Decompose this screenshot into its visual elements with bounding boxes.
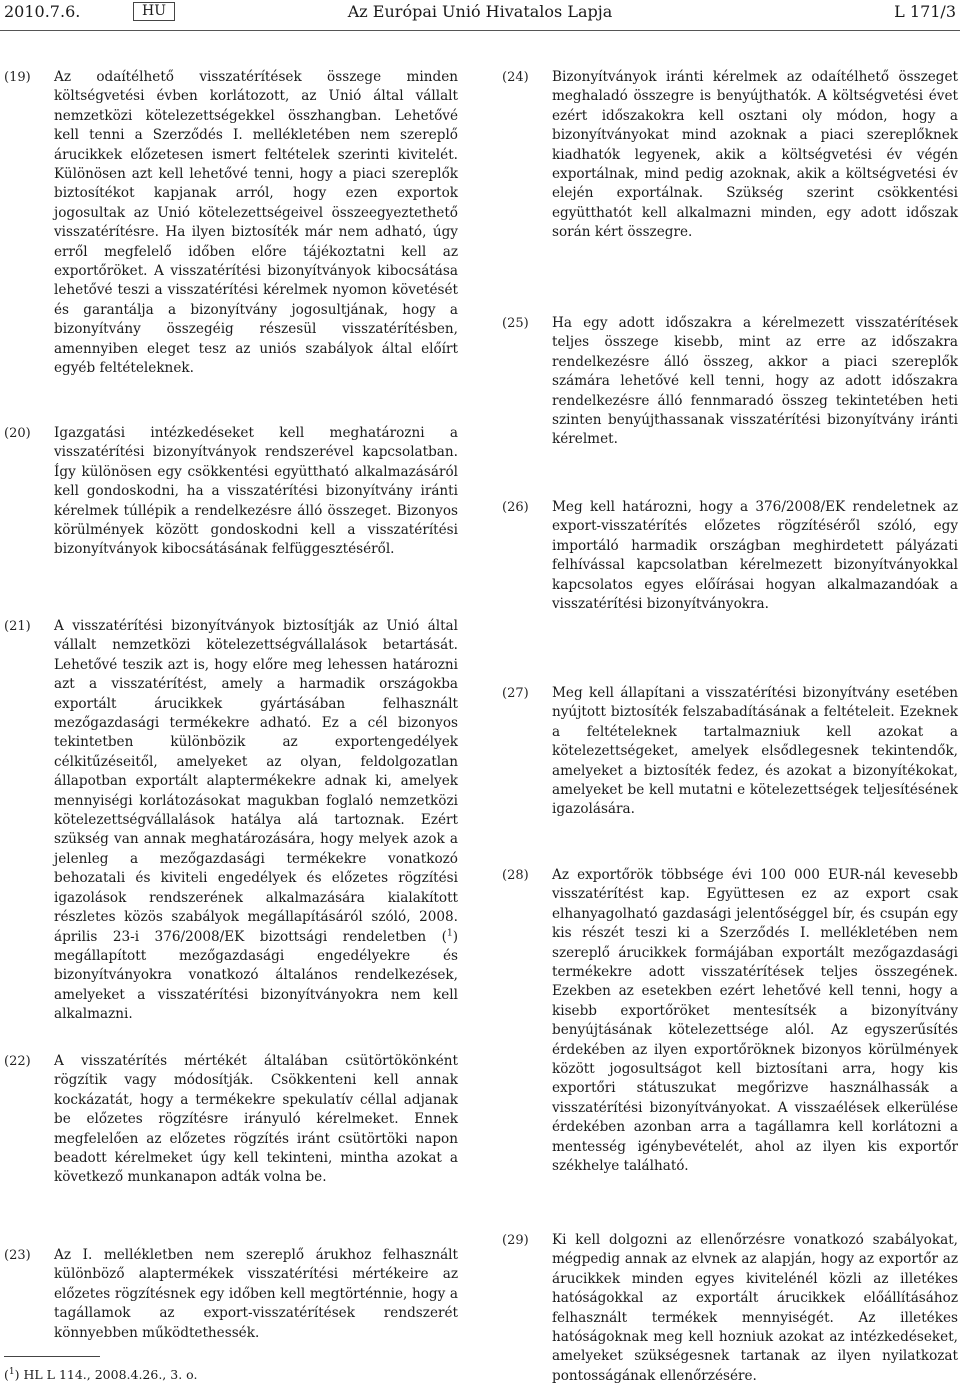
paragraph-text: A visszatérítés mértékét általában csütörtökönként rögzítik vagy módosítják. Csökkenteni kell annak kockázatát, hogy a termékekre spekulatív céllal adjanak be előzetes rögzítésre irányuló kérelmeket. Ennek megfelelően az előzetes rögzítés iránt csütörtöki napon beadott kérelmeket úgy kell tekinteni, mintha azokat a következő munkanapon adták volna be. [54, 1053, 458, 1186]
paragraph-number: (24) [502, 70, 529, 85]
paragraph-text: Az exportőrök többsége évi 100 000 EUR-nál kevesebb visszatérítést kap. Együttesen ez az export csak elhanyagolható gazdasági jelentőséggel bír, és csupán egy kis részét teszi ki a Szerződés I. mellékletében nem szereplő árucikkek formájában exportált mezőgazdasági termékekre adott visszatérítések teljes összegének. Ezekben az esetekben ezért lehetővé kell tenni, hogy a kisebb exportőröket mentesítsék a bizonyítvány benyújtásának kötelezettsége alól. Az egyszerűsítés érdekében az ilyen exportőröknek bizonyos körülmények között jogosultságot kell biztosítani arra, hogy kis exportőri státuszukat megőrizve használhassák a visszatérítési bizonyítványokat. A visszaélések elkerülése érdekében azonban arra a tagállamra kell korlátozni a mentesség igénybevételét, ahol az ilyen kis exportőr székhelye található. [552, 867, 958, 1175]
paragraph-text: Ha egy adott időszakra a kérelmezett visszatérítések teljes összege kisebb, mint az erre az időszakra rendelkezésre álló összeg, akkor a piaci szereplők számára lehetővé kell tenni, hogy az adott időszakra rendelkezésre álló fennmaradó összeg tekintetében heti szinten benyújthassanak visszatérítési bizonyítvány iránti kérelmet. [552, 315, 958, 448]
paragraph-text: Meg kell határozni, hogy a 376/2008/EK rendeletnek az export-visszatérítés előzetes rögzítéséről szóló, egy importáló harmadik országban meghirdetett pályázati felhívással kapcsolatban kérelmezett bizonyítványokkal kapcsolatos egyes előírásai hogyan alkalmazandóak a visszatérítési bizonyítványokra. [552, 499, 958, 613]
publication-date: 2010.7.6. [4, 2, 81, 21]
page-number: L 171/3 [894, 2, 956, 21]
paragraph-19 [4, 68, 458, 377]
footnote-reference[interactable]: 1 [446, 927, 453, 938]
paragraph-number: (26) [502, 500, 529, 515]
paragraph-text: Az I. mellékletben nem szereplő árukhoz felhasznált különböző alaptermékek visszatérítési mértékeire az előzetes rögzítésnek egy időben kell megtörténnie, hogy a tagállamok az export-visszatérítések rendszerét könnyebben működtethessék. [54, 1247, 458, 1341]
paragraph-28 [502, 866, 958, 1176]
paragraph-24 [502, 68, 958, 248]
footnote-marker: 1 [8, 1366, 15, 1377]
language-badge: HU [133, 2, 175, 21]
paragraph-22 [4, 1052, 458, 1192]
paragraph-23 [4, 1246, 458, 1346]
paragraph-29 [502, 1231, 958, 1391]
paragraph-20 [4, 424, 458, 564]
paragraph-number: (19) [4, 70, 31, 85]
page-header [0, 0, 960, 24]
paragraph-26 [502, 498, 958, 628]
paragraph-number: (29) [502, 1233, 529, 1248]
paragraph-25 [502, 314, 958, 448]
paragraph-text: Ki kell dolgozni az ellenőrzésre vonatkozó szabályokat, mégpedig annak az elvnek az alapján, hogy az exportőr az árucikkek minden egyes kivitelénél közli az illetékes hatóságokkal az exportált árucikkek előállításához felhasznált termékek mennyiségét. Az illetékes hatóságoknak meg kell hozniuk azokat az intézkedéseket, amelyeket szükségesnek tartanak az ilyen nyilatkozat pontosságának ellenőrzésére. [552, 1232, 958, 1384]
paragraph-27 [502, 684, 958, 818]
paragraph-text-part: ) megállapított mezőgazdasági engedélyekre és bizonyítványokra vonatkozó általános rendelkezések, amelyeket a visszatérítési bizonyítványokra nem kell alkalmazni. [54, 928, 458, 1023]
journal-title: Az Európai Unió Hivatalos Lapja [347, 2, 613, 21]
paragraph-number: (25) [502, 316, 529, 331]
paragraph-number: (28) [502, 868, 529, 883]
footnote-text: HL L 114., 2008.4.26., 3. o. [19, 1367, 198, 1382]
paragraph-number: (20) [4, 426, 31, 441]
footnote-divider [4, 1356, 100, 1357]
paragraph-number: (27) [502, 686, 529, 701]
paragraph-text: Meg kell állapítani a visszatérítési bizonyítvány esetében nyújtott biztosíték felszabadításának a feltételeit. Ezeknek a feltételeknek tartalmazniuk kell azokat a kötelezettségeket, amelyek elsődlegesnek tekintendők, amelyeket a biztosíték fedez, és azokat a bizonyítékokat, amelyeket be kell mutatni e kötelezettségek teljesítésének igazolására. [552, 685, 958, 818]
paragraph-number: (22) [4, 1054, 31, 1069]
header-divider [0, 30, 960, 31]
footnote: ($^1$) HL L 114., 2008.4.26., 3. o. [4, 1366, 198, 1382]
paragraph-text: Az odaítélhető visszatérítések összege minden költségvetési évben korlátozott, az Unió által vállalt nemzetközi kötelezettségekkel összhangban. Lehetővé kell tenni a Szerződés I. mellékletében nem szereplő árucikkek előzetesen ismert feltételek szerinti kivitelét. Különösen azt kell lehetővé tenni, hogy a piaci szereplők biztosítékot kapjanak arról, hogy ezen exportok jogosultak az Unió kötelezettségeivel összeegyeztethető visszatérítésre. Ha ilyen biztosíték már nem adható, úgy erről megfelelő időben előre tájékoztatni kell az exportőröket. A visszatérítési bizonyítványok kibocsátása lehetővé teszi a visszatérítési kérelmek nyomon követését és garantálja a bizonyítvány jogosultjának, hogy a bizonyítvány összegéig részesül visszatérítésben, amennyiben eleget tesz az uniós szabályok által előírt egyéb feltételeknek. [54, 69, 458, 377]
paragraph-number: (23) [4, 1248, 31, 1263]
paragraph-text: Igazgatási intézkedéseket kell meghatározni a visszatérítési bizonyítványok rendszerével kapcsolatban. Így különösen egy csökkentési együttható alkalmazásáról kell gondoskodni, ha a visszatérítési bizonyítvány iránti kérelmek túllépik a rendelkezésre álló összeget. Bizonyos körülmények között gondoskodni kell a visszatérítési bizonyítványok kibocsátásának felfüggesztéséről. [54, 425, 458, 558]
paragraph-text [54, 617, 458, 1025]
paragraph-text-part: A visszatérítési bizonyítványok biztosítják az Unió által vállalt nemzetközi kötelezettségvállalások betartását. Lehetővé teszik azt is, hogy előre meg lehessen határozni azt a visszatérítést, amely a harmadik országokba exportált árucikkek gyártásában felhasznált mezőgazdasági termékekre adható. Ez a cél bizonyos tekintetben különbözik az exportengedélyek célkitűzéseitől, amelyeket az olyan, feldolgozatlan állapotban exportált alaptermékekre adnak ki, amelyek mennyiségi korlátozásokat magukban foglaló nemzetközi kötelezettségvállalások hatálya alá tartoznak. Ezért szükség van annak meghatározására, hogy melyek azok a jelenleg a mezőgazdasági termékekre vonatkozó behozatali és kiviteli engedélyek és előzetes rögzítési igazolások rendszerének alkalmazására kialakított részletes közös szabályok megállapításáról szóló, 2008. április 23-i 376/2008/EK bizottsági rendeletben ( [54, 618, 458, 945]
paragraph-number: (21) [4, 619, 31, 634]
paragraph-21 [4, 617, 458, 1023]
paragraph-text: Bizonyítványok iránti kérelmek az odaítélhető összeget meghaladó összegre is benyújthatók. A költségvetési évet ezért időszakokra kell osztani oly módon, hogy a bizonyítványokat mind azoknak a piaci szereplőknek kiadhatók legyenek, akik a költségvetési év végén exportálnak, mind pedig azoknak, akik a költségvetési év elején exportálnak. Szükség szerint csökkentési együtthatót kell alkalmazni minden, egy adott időszak során kért összegre. [552, 69, 958, 241]
